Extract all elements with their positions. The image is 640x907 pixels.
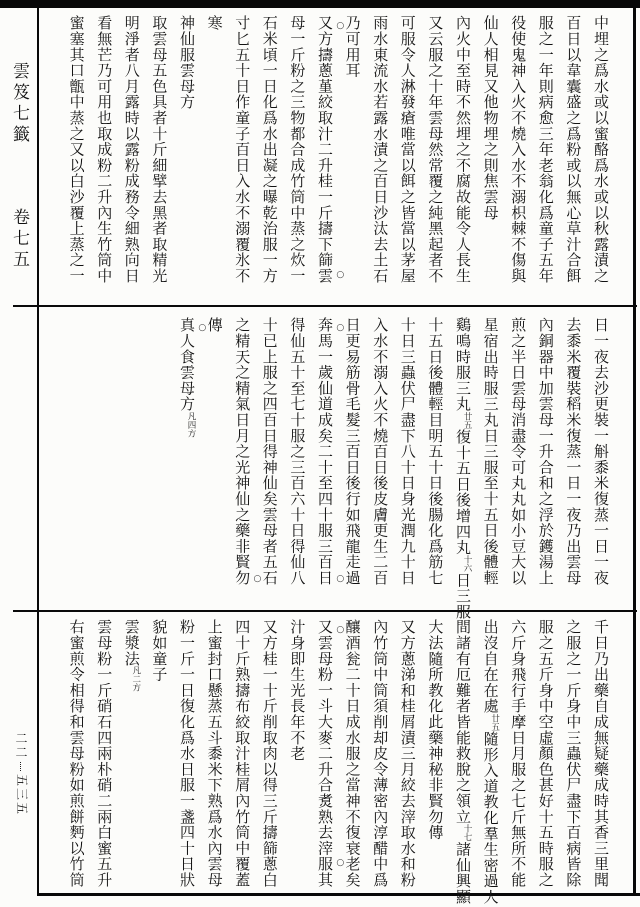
column-text: 服之五斤身中空虛顏色甚好十五時服之 — [536, 619, 555, 888]
text-column — [451, 15, 475, 303]
text-column — [506, 619, 530, 891]
column-text: 奔馬一歲仙道成矣二十至四十服三百日 — [316, 317, 334, 586]
margin-volume-label: 卷七五 — [9, 208, 29, 271]
column-text: 母一斤粉之三物都合成竹筒中蒸之炊一 — [288, 15, 307, 284]
interlinear-note: 廿五 — [489, 713, 500, 731]
text-column — [147, 619, 171, 891]
text-column — [368, 619, 392, 891]
column-text: 又方擣蔥堇絞取汁二升桂一斤擣下篩雲 — [316, 15, 334, 284]
text-column — [341, 317, 365, 607]
column-text: 真人食雲母方 — [178, 317, 196, 412]
column-text: 內竹筒中筒須削却皮令薄密內淳醋中爲 — [371, 619, 390, 888]
column-text: 星宿出時服三丸日三服至十五日後體輕 — [481, 317, 500, 586]
text-column — [534, 15, 558, 303]
text-column — [396, 619, 420, 891]
register-divider-2 — [13, 610, 637, 612]
page-frame-left — [37, 8, 39, 896]
column-text: 神仙服雲母方 — [178, 15, 196, 110]
column-text: 日三服 — [454, 572, 472, 620]
text-column — [451, 317, 475, 620]
column-text: 諸仙興顯 — [454, 841, 472, 905]
column-text: 出沒自在在處 — [481, 619, 500, 714]
text-column — [368, 317, 392, 607]
section-circle-mark: ○ — [336, 625, 345, 635]
interlinear-note: 十六 — [462, 555, 472, 573]
text-column — [147, 15, 171, 303]
interlinear-note: 廿五 — [462, 411, 472, 429]
text-column — [589, 619, 613, 891]
text-column — [258, 15, 282, 303]
page-number — [8, 732, 30, 815]
column-text: 日一夜去沙更裝一斛黍米復蒸一日一夜 — [592, 317, 610, 586]
column-text: 隨形入道教化羣生密過人 — [481, 730, 500, 905]
page-frame-right — [633, 8, 636, 896]
column-text: 得仙五十至七十服之三百六十日得仙八 — [288, 317, 307, 586]
text-column — [92, 619, 116, 891]
text-column — [561, 619, 585, 891]
page-number-digit: 二 — [14, 732, 28, 746]
text-column — [396, 15, 420, 303]
column-text: 雲母粉一斤硝石四兩朴硝二兩白蜜五升 — [95, 619, 114, 888]
column-text: 煎之半日雲母消盡令可丸丸如小豆大以 — [509, 317, 528, 586]
column-text: 去黍米覆裝稻米復蒸一日一夜乃出雲母 — [564, 317, 583, 586]
column-text: 服之一年則病愈三年老翁化爲童子五年 — [536, 15, 555, 284]
section-circle-mark: ○ — [336, 270, 345, 280]
text-column — [120, 619, 144, 891]
text-column — [313, 15, 345, 303]
text-column — [175, 619, 199, 891]
page-frame-top — [0, 0, 640, 8]
text-column — [534, 619, 558, 891]
column-text: 之服之一斤身中三蟲伏尸盡下百病皆除 — [564, 619, 583, 888]
text-column — [561, 317, 585, 607]
text-column — [203, 15, 227, 303]
text-column — [423, 15, 447, 303]
interlinear-note: 凡四方 — [186, 411, 196, 438]
text-column — [423, 619, 447, 891]
column-text: 看無芒乃可用也取成粉二升內生竹筒中 — [95, 15, 114, 284]
section-circle-mark: ○ — [253, 574, 263, 584]
column-text: 百日以韋囊盛之爲粉或以無心草汁合餌 — [564, 15, 583, 284]
text-column — [506, 15, 530, 303]
text-column — [175, 15, 199, 303]
column-text: 復十五日後增四丸 — [454, 428, 472, 556]
column-text: 取雲母五色具者十斤細擘去黑者取精光 — [150, 15, 169, 284]
column-text: 十日三蟲伏尸盡下八十日身光潤九十日 — [398, 317, 417, 586]
section-circle-mark: ○ — [198, 323, 207, 333]
text-column — [92, 15, 116, 303]
section-circle-mark: ○ — [336, 323, 345, 333]
column-text: 役使鬼神入火不燒入水不溺枳棘不傷與 — [509, 15, 528, 284]
column-text: 之精天之精氣日月之光神仙之藥非賢勿 — [233, 317, 252, 586]
text-column — [313, 619, 345, 891]
text-column — [396, 317, 420, 607]
text-column — [534, 317, 558, 607]
column-text: 六斤身飛行手摩日月服之七斤無所不能 — [509, 619, 528, 888]
text-column — [561, 15, 585, 303]
text-column — [313, 317, 345, 607]
column-text: 又方蔥涕和桂屑漬三月絞去滓取水和粉 — [398, 619, 417, 888]
column-text: 雨水東流水若露水漬之百日沙汰去土石 — [371, 15, 390, 284]
column-text: 石米頃一日化爲水出凝之曝乾治服一方 — [260, 15, 279, 284]
text-column — [451, 619, 475, 905]
text-column — [479, 619, 503, 905]
page-number-digit: 五 — [14, 800, 29, 815]
column-text: 間諸有厄難者皆能救脫之領立 — [454, 619, 472, 825]
text-column — [65, 15, 89, 303]
text-column — [203, 619, 227, 891]
section-circle-mark: ○ — [336, 858, 345, 868]
column-text: 仙人相見又他物埋之則焦雲母 — [481, 15, 500, 221]
column-text: 乃可用耳 — [343, 15, 362, 79]
text-column — [258, 619, 282, 891]
column-text: 上蜜封口懸蒸五斗黍米下熟爲水內雲母 — [205, 619, 224, 888]
text-column — [203, 317, 227, 607]
column-text: 內銅器中加雲母一升合和之浮於鑊湯上 — [536, 317, 555, 586]
text-column — [120, 15, 144, 303]
page-number-dash — [20, 762, 22, 771]
text-column — [341, 15, 365, 303]
column-text: 日更易筋骨毛髮三百日後行如飛龍走過 — [343, 317, 362, 586]
interlinear-note: 凡二方 — [130, 666, 141, 692]
column-text: 入水不溺入火不燒百日後皮膚更生二百 — [371, 317, 390, 586]
column-text: 又方桂一十斤削取肉以得三斤擣篩蔥白 — [260, 619, 279, 888]
column-text: 又雲母粉一斗大麥二升合煑熟去滓服其 — [316, 619, 334, 888]
column-text: 又云服之十年雲母然常覆之純黑起者不 — [426, 15, 445, 284]
text-column — [258, 317, 282, 607]
column-text: 四十斤熟擣布絞取汁桂屑內竹筒中覆蓋 — [233, 619, 252, 888]
text-column — [479, 15, 503, 303]
column-text: 十五日後體輕目明五十日後腸化爲筋七 — [426, 317, 445, 586]
text-column — [506, 317, 530, 607]
margin-book-title: 雲笈七籤 — [9, 62, 29, 146]
column-text: 十已上服之四百日得神仙矣雲母者五石 — [260, 317, 279, 586]
column-text: 蜜塞其口甑中蒸之又以白沙覆上蒸之一 — [67, 15, 86, 284]
text-column — [368, 15, 392, 303]
page-number-digit: 三 — [14, 786, 29, 801]
column-text: 千日乃出藥自成無疑藥成時其香三里聞 — [592, 619, 610, 888]
register-divider-1 — [13, 305, 637, 307]
text-column — [65, 619, 89, 891]
text-column — [175, 317, 207, 607]
column-text: 雲漿法 — [122, 619, 141, 667]
interlinear-note: 十七 — [462, 824, 472, 842]
column-text: 中埋之爲水或以蜜酪爲水或以秋露漬之 — [592, 15, 610, 284]
text-column — [479, 317, 503, 607]
page-number-digit: 五 — [14, 772, 29, 787]
column-text: 粉一斤一日復化爲水日服一盞四十日狀 — [178, 619, 196, 888]
column-text: 釀酒瓮二十日成水服之當神不復衰老矣 — [343, 619, 362, 888]
text-column — [285, 15, 309, 303]
column-text: 貌如童子 — [150, 619, 169, 683]
text-column — [285, 619, 309, 891]
page-number-digit: 二 — [14, 746, 28, 760]
column-text: 寸匕五十日作童子百日入水不溺覆氷不 — [233, 15, 252, 284]
column-text: 右蜜煎令相得和雲母粉如煎餅麪以竹筒 — [67, 619, 86, 888]
section-circle-mark: ○ — [336, 574, 345, 584]
text-column — [230, 317, 263, 607]
section-circle-mark: ○ — [336, 21, 345, 31]
text-column — [589, 15, 613, 303]
text-column — [285, 317, 309, 607]
text-column — [423, 317, 447, 607]
page-frame-bottom — [37, 893, 640, 896]
text-column — [230, 15, 254, 303]
text-column — [589, 317, 613, 607]
column-text: 內火中至時不然埋之不腐故能令人長生 — [454, 15, 472, 284]
column-text: 寒 — [205, 15, 224, 31]
column-text: 可服令人淋發瘡唯當以餌之皆當以茅屋 — [398, 15, 417, 284]
column-text: 大法隨所教化此藥神秘非賢勿傳 — [426, 619, 445, 841]
column-text: 明淨者八月露時以露粉成務令細熟向日 — [122, 15, 141, 284]
column-text: 汁身即生光長年不老 — [288, 619, 307, 762]
text-column — [230, 619, 254, 891]
column-text: 傳 — [205, 317, 224, 333]
column-text: 鷄鳴時服三丸 — [454, 317, 472, 412]
